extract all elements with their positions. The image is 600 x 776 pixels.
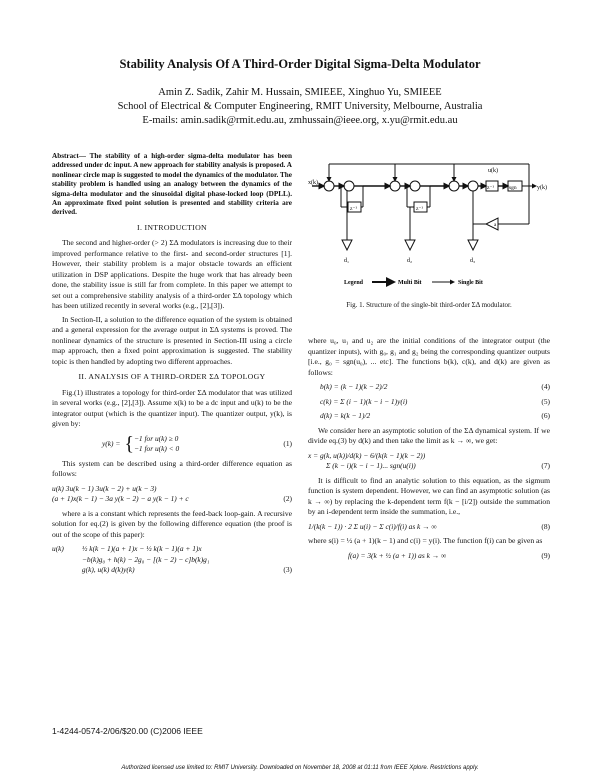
eq3-number: (3) xyxy=(283,565,292,575)
eq1-lhs: y(k) = xyxy=(102,439,121,449)
equation-5 xyxy=(308,397,550,408)
author-names: Amin Z. Sadik, Zahir M. Hussain, SMIEEE, Xinghuo Yu, SMIEEE xyxy=(158,87,442,98)
right-paragraph-3: It is difficult to find an analytic solution to this equation, as the sigmum function is system dependent. However, we can find an asymptotic solution (as k → ∞) by replacing the k-dependent term f(k − [i/2]) outside the summation by an i-dependent term inside the summation, i.e., xyxy=(308,475,550,516)
quantizer-label: sgn xyxy=(509,185,517,191)
right-paragraph-2: We consider here an asymptotic solution of the ΣΔ dynamical system. If we divide eq.(3) by d(k) and then take the limit as k → ∞, we get: xyxy=(308,425,550,445)
summer-2 xyxy=(344,181,354,191)
gain-d2 xyxy=(405,240,415,250)
eq8-number: (8) xyxy=(541,521,550,531)
legend-single: Single Bit xyxy=(458,280,483,286)
eq7-a: x = g(k, u(k))/d(k) − 6/(k(k − 1)(k − 2)) xyxy=(308,450,426,460)
eq2-line-1: u(k) 3u(k − 1) 3u(k − 2) + u(k − 3) xyxy=(52,483,157,493)
eq7-number: (7) xyxy=(541,461,550,470)
eq2-number: (2) xyxy=(283,494,292,504)
equation-4 xyxy=(308,382,550,393)
equation-9 xyxy=(308,551,550,562)
delay-2-label: z⁻¹ xyxy=(416,206,423,212)
intro-paragraph-1: The second and higher-order (> 2) ΣΔ modulators is increasing due to their improved performance relative to the first- and second-order structures [1]. However, their stability problem is a major obstacle towards an efficient utilization in DSP applications. Despite the huge work that has already been done, the stability issue is still far from complete. In this paper we attempt to set out a comprehensive stability analysis of a third-order ΣΔ topology which has been utilized recently in several works (e.g., [2],[3]). xyxy=(52,238,292,311)
analysis-paragraph-3: where a is a constant which represents the feed-back loop-gain. A recursive solution for eq.(2) is given by the following difference equation (the proof is out of the scope of this paper): xyxy=(52,508,292,539)
figure-caption: Fig. 1. Structure of the single-bit third-order ΣΔ modulator. xyxy=(346,301,512,309)
gain-d3 xyxy=(468,240,478,250)
u-label: u(k) xyxy=(488,168,498,174)
analysis-paragraph-2: This system can be described using a third-order difference equation as follows: xyxy=(52,458,292,479)
legend-multi: Multi Bit xyxy=(398,280,422,286)
d3-label: d₃ xyxy=(470,258,476,264)
eq3-line-1: ½ k(k − 1)(a + 1)x − ½ k(k − 1)(a + 1)x xyxy=(81,544,202,554)
input-label: x(k) xyxy=(308,180,318,186)
equation-7 xyxy=(308,451,550,472)
block-diagram xyxy=(308,156,550,296)
eq9: f(a) = 3(k + ½ (a + 1)) as k → ∞ xyxy=(348,550,447,560)
author-emails: E-mails: amin.sadik@rmit.edu.au, zmhussain@ieee.org, x.yu@rmit.edu.au xyxy=(142,115,458,126)
summer-6 xyxy=(468,181,478,191)
intro-paragraph-2: In Section-II, a solution to the difference equation of the system is obtained and a general expression for the average output in ΣΔ systems is proved. The nonlinear dynamics of the structure is presented in Section-III using a circle map approach, then a fixed point approximation is suggested. The stability topic is then handled by adopting two different approaches. xyxy=(52,314,292,366)
eq1-number: (1) xyxy=(283,439,292,449)
d1-label: d₁ xyxy=(344,258,350,264)
equation-3 xyxy=(52,544,292,576)
equation-8 xyxy=(308,522,550,533)
abstract: Abstract— The stability of a high-order sigma-delta modulator has been addressed under dc input. A new approach for stability analysis is proposed. A nonlinear circle map is suggested to model the dynamics of the modulator. The stability problem is handled using an analogy between the dynamics of the sigma-delta modulator and the sinusoidal digital phase-locked loop (DPLL). An approximate fixed point solution is presented and stability criteria are derived. xyxy=(52,152,292,217)
equation-6 xyxy=(308,411,550,422)
eq9-number: (9) xyxy=(541,550,550,560)
equation-1: y(k) = { −1 for u(k) ≥ 0 −1 for u(k) < 0 (1) xyxy=(52,434,292,455)
eq6: d(k) = k(k − 1)/2 xyxy=(320,411,371,420)
figure-1 xyxy=(308,156,550,309)
output-label: y(k) xyxy=(537,185,547,191)
eq6-number: (6) xyxy=(541,411,550,420)
delay-3-label: z⁻¹ xyxy=(487,185,494,191)
right-paragraph-4: where s(i) = ½ (a + 1)(k − 1) and c(i) = y(i). The function f(i) can be given as xyxy=(308,536,543,545)
download-footer: Authorized licensed use limited to: RMIT University. Downloaded on November 18, 2008 at 01:11 from IEEE Xplore. Restrictions apply. xyxy=(121,765,479,771)
summer-4 xyxy=(410,181,420,191)
left-column xyxy=(52,152,292,580)
affiliation: School of Electrical & Computer Engineering, RMIT University, Melbourne, Australia xyxy=(117,101,483,112)
section-heading-analysis: II. ANALYSIS OF A THIRD-ORDER ΣΔ TOPOLOGY xyxy=(78,372,266,382)
eq5-number: (5) xyxy=(541,396,550,406)
eq8: 1/(k(k − 1)) · 2 Σ u(i) − Σ c(i)/f(i) as k → ∞ xyxy=(308,521,437,531)
eq1-case-2: −1 for u(k) < 0 xyxy=(133,444,180,454)
paper-title: Stability Analysis Of A Third-Order Digital Sigma-Delta Modulator xyxy=(119,57,481,71)
eq2-line-2: (a + 1)x(k − 1) − 3a y(k − 2) − a y(k − 1) + c xyxy=(52,494,189,504)
equation-2 xyxy=(52,484,292,505)
delay-1-label: z⁻¹ xyxy=(350,206,357,212)
eq3-lhs: u(k) xyxy=(52,544,64,554)
gain-a-label: a xyxy=(494,223,497,228)
eq4: b(k) = (k − 1)(k − 2)/2 xyxy=(320,382,388,391)
eq5: c(k) = Σ (i − 1)(k − i − 1)y(i) xyxy=(320,396,408,406)
legend-title: Legend xyxy=(344,280,364,286)
eq3-line-3: g(k), u(k) d(k)y(k) xyxy=(81,565,135,575)
summer-5 xyxy=(449,181,459,191)
summer-1 xyxy=(324,181,334,191)
eq3-line-2: −b(k)g₀ + h(k) − 2g₀ − [(k − 2) − c]b(k)g₁ xyxy=(81,554,210,564)
section-heading-introduction: I. INTRODUCTION xyxy=(137,222,207,232)
summer-3 xyxy=(390,181,400,191)
analysis-paragraph-1: Fig.(1) illustrates a topology for third-order ΣΔ modulator that was utilized in several works (e.g., [2],[3]). Assume x(k) to be a dc input and u(k) to be the integrator output (which is the quantizer input). The quantizer output, y(k), is given by: xyxy=(52,387,292,429)
eq7-b: Σ (k − i)(k − i − 1)... sgn(u(i)) xyxy=(326,461,416,470)
copyright-notice: 1-4244-0574-2/06/$20.00 (C)2006 IEEE xyxy=(52,726,203,736)
right-paragraph-1: where u₀, u₁ and u₂ are the initial conditions of the integrator output (the quantizer inputs), with g₀, g₁ and g₂ being the corresponding quantizer outputs [i.e., g₀ = sgn(u₀), ... etc]. The functions b(k), c(k), and d(k) are given as follows: xyxy=(308,336,550,377)
author-block xyxy=(0,86,600,128)
eq4-number: (4) xyxy=(541,382,550,391)
right-column xyxy=(308,336,550,565)
gain-d1 xyxy=(342,240,352,250)
eq1-case-1: −1 for u(k) ≥ 0 xyxy=(133,433,179,443)
d2-label: d₂ xyxy=(407,258,413,264)
